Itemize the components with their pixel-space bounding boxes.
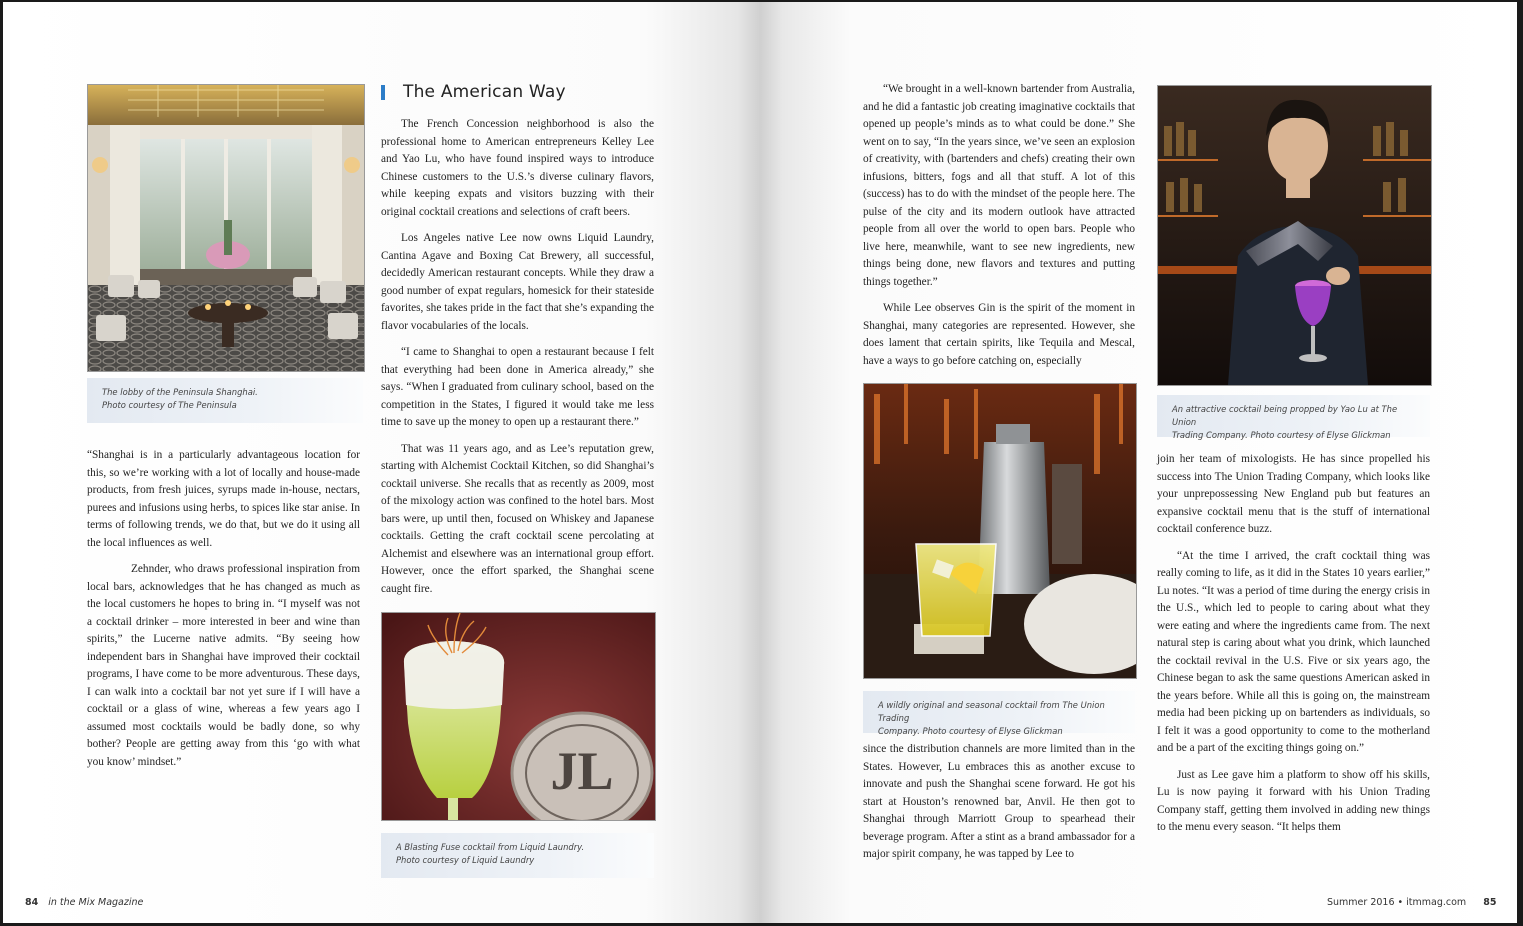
yao-lu-caption: [1157, 395, 1430, 440]
right-folio: [1327, 897, 1496, 908]
left-page: [3, 2, 760, 923]
paragraph: “I came to Shanghai to open a restaurant because I felt that everything had been done in America already,” she says. “When I graduated from culinary school, based on the competition in the States, I figured it would take me less time to save up the money to open up a restaurant there.”: [381, 346, 654, 428]
caption-line: A Blasting Fuse cocktail from Liquid Laundry.: [396, 842, 585, 852]
section-heading: [381, 82, 566, 102]
paragraph: since the distribution channels are more limited than in the States. However, Lu embraces this as another excuse to innovate and push the Shanghai scene forward. He got his start at Houston’s renowned bar, Anvil. He then got to Shanghai through Marriott Group to spearhead their beverage program. After a stint as a brand ambassador for a major spirit company, he was tapped by Lee to: [863, 743, 1135, 860]
paragraph: “At the time I arrived, the craft cocktail thing was really coming to life, as it did in the States 10 years earlier,” Lu notes. “It was a period of time during the energy crisis in the U.S., which led to people to caring about what they were eating and where the ingredients came from. The next natural step is caring about what you drink, which launched the cocktail revival in the U.S. Five or six years ago, the Chinese began to ask the same questions American asked in the years before. While all this is going on, the mainstream media had been picking up on bartenders as individuals, so I felt it was a good opportunity to come to the motherland and be a part of the exciting things going on.”: [1157, 549, 1430, 754]
paragraph: That was 11 years ago, and as Lee’s reputation grew, starting with Alchemist Cocktail Kitchen, so did Shanghai’s cocktail universe. She recalls that as recently as 2009, most of the mixology action was confined to the hotel bars. Most bars were, up until then, focused on Whiskey and Japanese cocktails. Getting the craft cocktail scene percolating at Alchemist and elsewhere was an international group effort. However, once the effort sparked, the Shanghai scene caught fire.: [381, 442, 654, 595]
yao-lu-photo: [1157, 85, 1432, 386]
union-trading-caption: [863, 691, 1135, 736]
blasting-fuse-cocktail-photo: [381, 612, 656, 821]
heading-accent-bar: [381, 85, 385, 100]
left-column-text: [87, 447, 360, 771]
caption-line: A wildly original and seasonal cocktail from The Union Trading: [878, 700, 1105, 723]
lobby-photo: [87, 84, 365, 372]
paragraph: Just as Lee gave him a platform to show off his skills, Lu is now paying it forward with his Union Trading Company staff, getting them involved in adding new things to the menu every season. “It helps them: [1157, 768, 1430, 833]
union-trading-cocktail-photo: [863, 383, 1137, 679]
paragraph: The French Concession neighborhood is also the professional home to American entrepreneurs Kelley Lee and Yao Lu, who have found inspired ways to introduce Chinese customers to the U.S.’s diverse culinary flavors, while keeping expats and visitors buzzing with their original cocktail creations and selections of craft beers.: [381, 118, 654, 218]
caption-line: Trading Company. Photo courtesy of Elyse Glickman: [1172, 430, 1391, 440]
page-number: 84: [25, 897, 39, 908]
paragraph: join her team of mixologists. He has since propelled his success into The Union Trading Company, which looks like your unprepossessing New England pub but features an expansive cocktail menu that is the stuff of international cocktail conference buzz.: [1157, 453, 1430, 535]
paragraph: Zehnder, who draws professional inspiration from local bars, acknowledges that he has changed as much as the local customers he hopes to bring in. “I myself was not a cocktail drinker – more interested in beer and wine than spirits,” the Lucerne native admits. “By seeing how independent bars in Shanghai have improved their cocktail programs, I have come to be more adventurous. These days, I can walk into a cocktail bar not yet sure if I will have a cocktail or a glass of wine, whereas a few years ago I assumed most cocktails would be badly done, so why bother? People are getting away from this ‘go with what you know’ mindset.”: [87, 563, 360, 768]
right-page: [760, 2, 1517, 923]
section-title: The American Way: [403, 82, 566, 102]
logo-monogram: JL: [550, 741, 614, 801]
right-column1-bottom-text: [863, 741, 1135, 864]
caption-line: An attractive cocktail being propped by Yao Lu at The Union: [1172, 404, 1398, 427]
right-column2-text: [1157, 451, 1430, 837]
issue-info: Summer 2016 • itmmag.com: [1327, 897, 1467, 908]
magazine-name: in the Mix Magazine: [48, 897, 144, 908]
caption-line: The lobby of the Peninsula Shanghai.: [102, 387, 258, 397]
caption-line: Company. Photo courtesy of Elyse Glickman: [878, 726, 1063, 736]
second-column-text: [381, 116, 654, 598]
caption-line: Photo courtesy of The Peninsula: [102, 400, 237, 410]
paragraph: “We brought in a well-known bartender from Australia, and he did a fantastic job creating imaginative cocktails that opened up people’s minds as to what could be done.” She went on to say, “In the years since, we’ve seen an explosion of creativity, with (bartenders and chefs) creating their own infusions, bitters, fogs and all that stuff. A lot of this (success) has to do with the mindset of the people here. The pulse of the city and its modern outlook have attracted people from all over the world to open bars. People who live here, meanwhile, want to see new ingredients, new things being done, new flavors and textures and putting things together.”: [863, 83, 1135, 288]
caption-line: Photo courtesy of Liquid Laundry: [396, 855, 535, 865]
lobby-photo-caption: [87, 378, 363, 423]
blasting-fuse-caption: [381, 833, 654, 878]
paragraph: Los Angeles native Lee now owns Liquid Laundry, Cantina Agave and Boxing Cat Brewery, all successful, decidedly American restaurant concepts. While they draw a good number of expat regulars, homesick for their stateside favorites, she takes pride in the fact that she’s expanding the flavor vocabularies of the locals.: [381, 232, 654, 332]
page-number: 85: [1483, 897, 1497, 908]
left-folio: [25, 897, 143, 908]
right-column1-text: [863, 81, 1135, 370]
paragraph: While Lee observes Gin is the spirit of the moment in Shanghai, many categories are represented. However, she does lament that certain spirits, like Tequila and Mescal, have a ways to go before catching on, especially: [863, 302, 1135, 367]
paragraph: “Shanghai is in a particularly advantageous location for this, so we’re working with a lot of locally and house-made products, from fresh juices, syrups made in-house, nectars, purees and infusions using herbs, to spices like star anise. In terms of following trends, we do that, but we do it using all the local influences as well.: [87, 449, 360, 549]
